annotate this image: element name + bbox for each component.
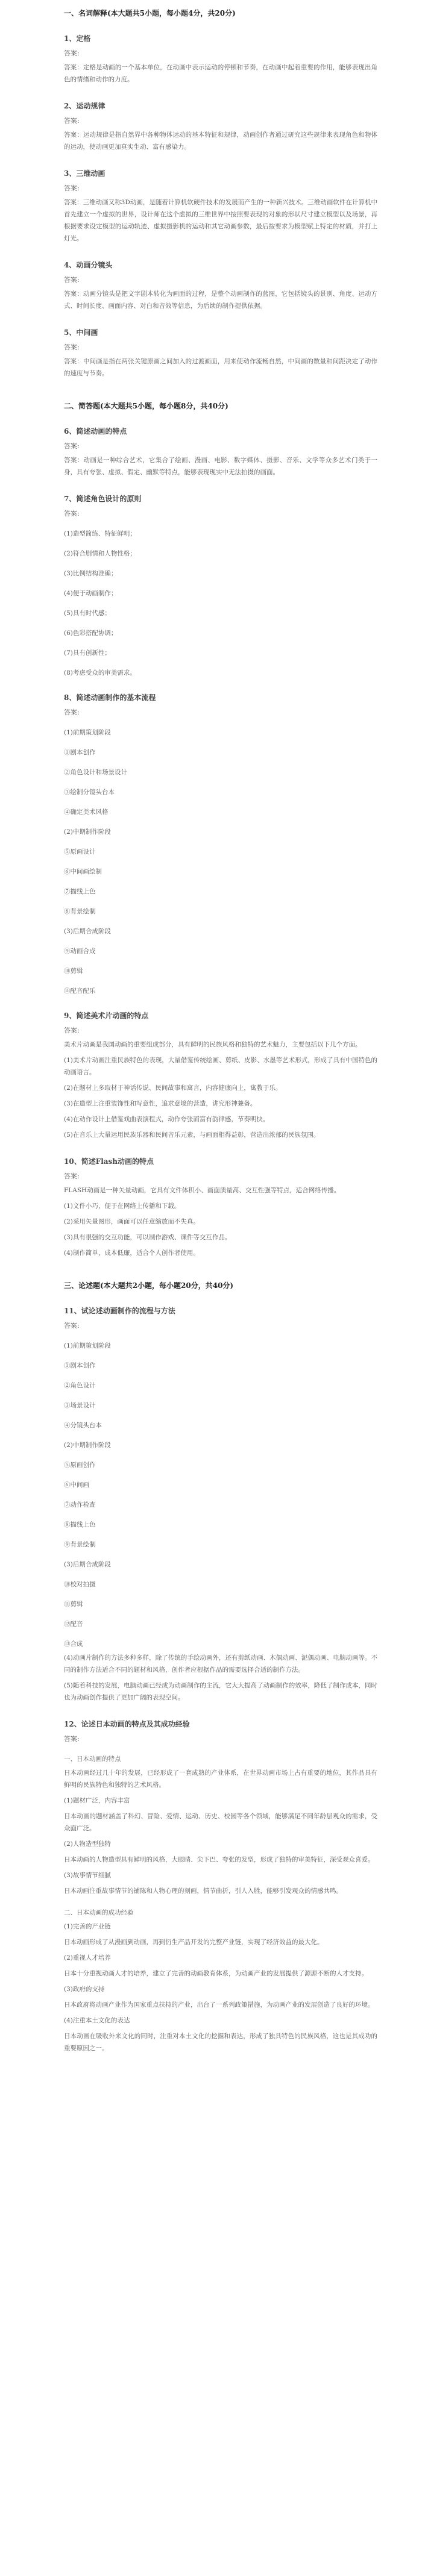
answer-label: 答案: [64,49,80,57]
answer-item: (3)后期合成阶段 [64,1561,111,1568]
answer-item: ①剧本创作 [64,1362,96,1369]
subsection-heading: 二、日本动画的成功经验 [64,1909,134,1916]
section-title: 二、简答题(本大题共5小题，每小题8分，共40分) [64,402,228,410]
answer-paragraph: (4)动画片制作的方法多种多样，除了传统的手绘动画外，还有剪纸动画、木偶动画、泥偶动画、电脑动画等。不同的制作方法适合不同的题材和风格，创作者应根据作品的需要选择合适的制作方法。 [64,1654,377,1674]
answer-text: 答案：定格是动画的一个基本单位，在动画中表示运动的停顿和节奏，在动画中起着重要的作用，能够表现出角色的情绪和动作的力度。 [64,64,377,83]
answer-item: (8)考虑受众的审美需求。 [64,669,136,677]
answer-paragraph: (5)随着科技的发展，电脑动画已经成为动画制作的主流，它大大提高了动画制作的效率，降低了制作成本，同时也为动画创作提供了更加广阔的表现空间。 [64,1682,377,1701]
answer-paragraph: (2)在题材上多取材于神话传说、民间故事和寓言，内容健康向上，寓教于乐。 [64,1084,282,1092]
answer-item: (1)前期策划阶段 [64,729,111,736]
answer-item: ⑫配音 [64,1621,83,1628]
answer-item: (1)前期策划阶段 [64,1342,111,1349]
answer-label: 答案: [64,442,80,450]
answer-label: 答案: [64,1735,80,1743]
answer-item: ⑥中间画绘制 [64,868,102,875]
answer-paragraph: FLASH动画是一种矢量动画，它具有文件体积小、画面质量高、交互性强等特点，适合网络传播。 [64,1187,341,1194]
question-title: 3、三维动画 [64,169,106,178]
answer-label: 答案: [64,343,80,351]
answer-item: ①剧本创作 [64,749,96,756]
answer-paragraph: (1)文件小巧，便于在网络上传播和下载。 [64,1202,181,1210]
answer-text: 答案：中间画是指在两张关键原画之间加入的过渡画面，用来使动作流畅自然，中间画的数量和间距决定了动作的速度与节奏。 [64,358,377,377]
answer-paragraph: 日本动画的题材涵盖了科幻、冒险、爱情、运动、历史、校园等各个领域，能够满足不同年龄层观众的需求，受众面广泛。 [64,1813,377,1832]
answer-paragraph: (1)题材广泛，内容丰富 [64,1797,130,1804]
question-title: 8、简述动画制作的基本流程 [64,693,156,702]
answer-paragraph: 日本动画形成了从漫画到动画，再到衍生产品开发的完整产业链，实现了经济效益的最大化。 [64,1939,324,1946]
answer-item: (3)比例结构准确； [64,570,118,577]
question-title: 11、试论述动画制作的流程与方法 [64,1307,175,1315]
answer-paragraph: (4)注重本土文化的表达 [64,2017,130,2024]
question-title: 10、简述Flash动画的特点 [64,1157,154,1166]
answer-paragraph: (3)具有很强的交互功能，可以制作游戏、课件等交互作品。 [64,1234,231,1241]
answer-item: ⑦动作检查 [64,1501,96,1508]
answer-paragraph: (1)美术片动画注重民族特色的表现，大量借鉴传统绘画、剪纸、皮影、水墨等艺术形式，形成了具有中国特色的动画语言。 [64,1057,377,1076]
question-title: 6、简述动画的特点 [64,427,127,436]
answer-paragraph: (4)在动作设计上借鉴戏曲表演程式，动作夸张而富有韵律感，节奏明快。 [64,1116,269,1123]
answer-label: 答案: [64,276,80,284]
answer-paragraph: (2)人物造型独特 [64,1840,111,1848]
answer-paragraph: (3)故事情节细腻 [64,1872,111,1879]
answer-item: ②角色设计 [64,1382,96,1389]
answer-paragraph: (2)重视人才培养 [64,1954,111,1962]
answer-paragraph: (5)在音乐上大量运用民族乐器和民间音乐元素，与画面相得益彰，营造出浓郁的民族氛围。 [64,1131,320,1139]
answer-item: ⑤原画创作 [64,1462,96,1469]
section-title: 三、论述题(本大题共2小题，每小题20分，共40分) [64,1281,234,1290]
answer-item: ⑧描线上色 [64,1521,96,1528]
answer-item: ④分镜头台本 [64,1422,102,1429]
answer-label: 答案: [64,1027,80,1034]
question-title: 4、动画分镜头 [64,261,113,269]
answer-label: 答案: [64,708,80,716]
answer-paragraph: 日本动画的人物造型具有鲜明的风格，大眼睛、尖下巴、夸张的发型，形成了独特的审美特征，深受观众喜爱。 [64,1856,374,1863]
answer-text: 答案：动画是一种综合艺术，它集合了绘画、漫画、电影、数字媒体、摄影、音乐、文学等众多艺术门类于一身，具有夸张、虚拟、假定、幽默等特点，能够表现现实中无法拍摄的画面。 [64,457,377,476]
answer-item: (3)后期合成阶段 [64,928,111,935]
answer-item: (2)符合剧情和人物性格； [64,550,136,557]
answer-item: ⑤原画设计 [64,848,96,855]
answer-label: 答案: [64,117,80,125]
answer-paragraph: (4)制作简单，成本低廉，适合个人创作者使用。 [64,1249,200,1257]
question-title: 7、简述角色设计的原则 [64,495,142,503]
answer-paragraph: 日本动画注重故事情节的铺陈和人物心理的刻画，情节曲折，引人入胜，能够引发观众的情感共鸣。 [64,1887,342,1895]
answer-label: 答案: [64,1172,80,1180]
answer-item: ⑪剪辑 [64,1601,83,1608]
answer-text: 答案：动画分镜头是把文字剧本转化为画面的过程，是整个动画制作的蓝图，它包括镜头的景别、角度、运动方式、时间长度、画面内容、对白和音效等信息，为后续的制作提供依据。 [64,290,377,310]
answer-item: ⑧背景绘制 [64,908,96,915]
answer-item: ⑩剪辑 [64,968,83,975]
answer-item: (4)便于动画制作； [64,590,118,597]
answer-paragraph: 日本动画经过几十年的发展，已经形成了一套成熟的产业体系，在世界动画市场上占有重要的地位，其作品具有鲜明的民族特色和独特的艺术风格。 [64,1769,377,1789]
answer-label: 答案: [64,184,80,192]
answer-label: 答案: [64,510,80,517]
answer-item: ③绘制分镜头台本 [64,789,115,796]
answer-item: (5)具有时代感； [64,610,111,617]
question-title: 5、中间画 [64,328,98,337]
question-title: 12、论述日本动画的特点及其成功经验 [64,1720,190,1728]
answer-paragraph: 日本动画在吸收外来文化的同时，注重对本土文化的挖掘和表达，形成了独具特色的民族风格，这也是其成功的重要原因之一。 [64,2033,377,2052]
answer-item: ⑨动画合成 [64,948,96,955]
subsection-heading: 一、日本动画的特点 [64,1755,121,1763]
answer-text: 答案：三维动画又称3D动画，是随着计算机软硬件技术的发展而产生的一种新兴技术。三维动画软件在计算机中首先建立一个虚拟的世界，设计师在这个虚拟的三维世界中按照要表现的对象的形状尺寸建立模型以及场景，再根据要求设定模型的运动轨迹、虚拟摄影机的运动和其它动画参数，最后按要求为模型赋上特定的材质，并打上灯光。 [64,199,377,242]
question-title: 2、运动规律 [64,102,106,110]
answer-paragraph: (3)在造型上注重装饰性和写意性，追求意境的营造，讲究形神兼备。 [64,1100,257,1107]
answer-item: (2)中期制作阶段 [64,828,111,836]
answer-item: (6)色彩搭配协调； [64,630,118,637]
document-body [64,0,377,2054]
answer-item: ②角色设计和场景设计 [64,769,127,776]
answer-item: ⑥中间画 [64,1481,89,1489]
answer-item: ③场景设计 [64,1402,96,1409]
answer-item: ⑪配音配乐 [64,987,96,995]
answer-item: ④确定美术风格 [64,808,109,816]
answer-paragraph: 美术片动画是我国动画的重要组成部分，具有鲜明的民族风格和独特的艺术魅力，主要包括以下几个方面。 [64,1041,362,1048]
answer-paragraph: (1)完善的产业链 [64,1923,111,1930]
answer-item: ⑩校对拍摄 [64,1581,96,1588]
section-title: 一、名词解释(本大题共5小题，每小题4分，共20分) [64,9,236,17]
question-title: 1、定格 [64,34,91,43]
answer-item: ⑨背景绘制 [64,1541,96,1548]
answer-item: (7)具有创新性； [64,649,111,657]
answer-paragraph: 日本十分重视动画人才的培养，建立了完善的动画教育体系，为动画产业的发展提供了源源不断的人才支持。 [64,1970,368,1977]
answer-text: 答案：运动规律是指自然界中各种物体运动的基本特征和规律，动画创作者通过研究这些规律来表现角色和物体的运动，使动画更加真实生动、富有感染力。 [64,131,377,151]
answer-item: (2)中期制作阶段 [64,1442,111,1449]
question-title: 9、简述美术片动画的特点 [64,1011,149,1020]
answer-paragraph: (3)政府的支持 [64,1986,105,1993]
answer-paragraph: (2)采用矢量图形，画面可以任意缩放而不失真。 [64,1218,200,1225]
answer-item: ⑬合成 [64,1640,83,1648]
answer-paragraph: 日本政府将动画产业作为国家重点扶持的产业，出台了一系列政策措施，为动画产业的发展创造了良好的环境。 [64,2001,374,2009]
answer-item: (1)造型简练、特征鲜明； [64,530,136,537]
answer-label: 答案: [64,1322,80,1330]
answer-item: ⑦描线上色 [64,888,96,895]
